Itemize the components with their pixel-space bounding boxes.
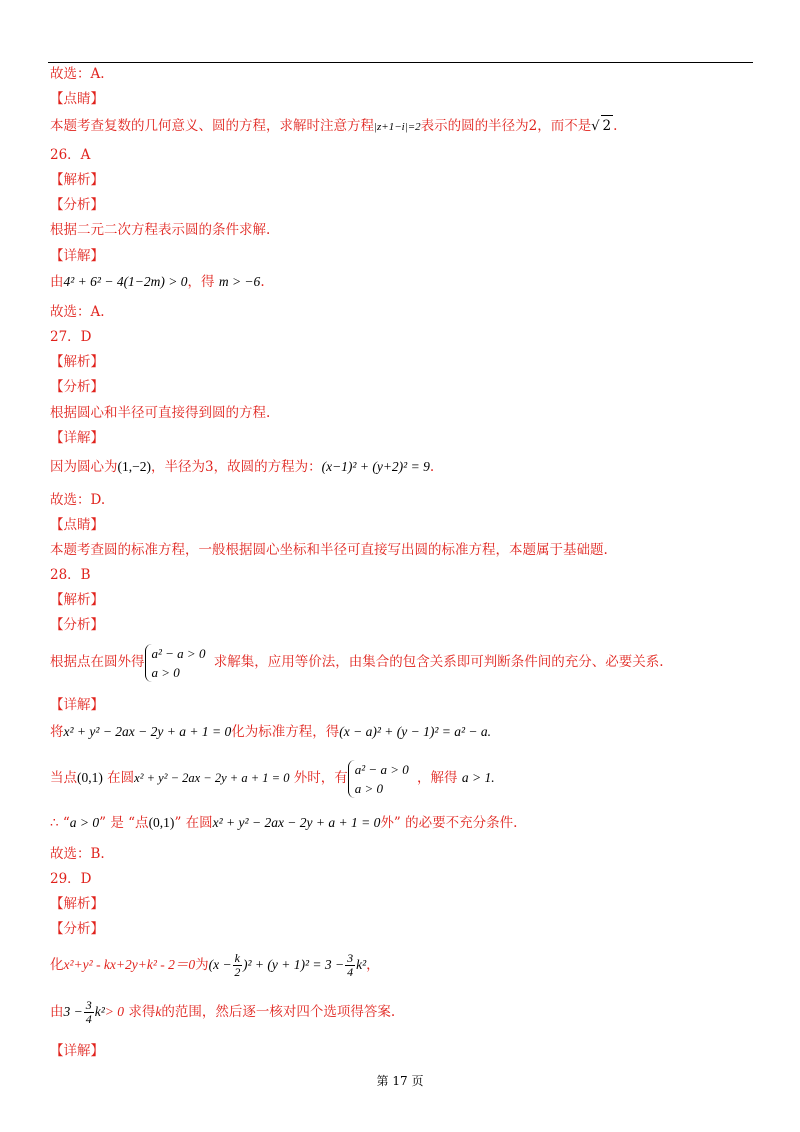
detail-text: 由4² + 6² − 4(1−2m) > 0，得 m > −6. xyxy=(50,274,265,290)
math-expression: x² + y² − 2ax − 2y + a + 1 = 0 xyxy=(134,771,290,785)
comment-text: 本题考查圆的标准方程，一般根据圆心坐标和半径可直接写出圆的标准方程，本题属于基础题. xyxy=(50,542,608,558)
comment-text: 本题考查复数的几何意义、圆的方程，求解时注意方程|z+1−i|=2表示的圆的半径为2，而不是√ 2 . xyxy=(50,115,617,137)
math-fraction: $\frac{3}{4}$ xyxy=(85,998,92,1026)
analysis-text: 化x²+y² - kx+2y+k² - 2＝0为(x − $\frac{k}{2}$ )² + (y + 1)² = 3 − $\frac{3}{4}$ k²， xyxy=(50,951,380,979)
math-expression: (x − a)² + (y − 1)² = a² − a. xyxy=(339,724,492,739)
section-heading: 【点睛】 xyxy=(50,517,104,533)
detail-text: 因为圆心为(1,−2)，半径为3，故圆的方程为：(x−1)² + (y+2)² = 9. xyxy=(50,459,435,475)
math-expression: k² xyxy=(356,957,367,972)
analysis-text: 根据二元二次方程表示圆的条件求解. xyxy=(50,222,271,238)
math-fraction: $\frac{3}{4}$ xyxy=(347,951,354,979)
question-number: 27．D xyxy=(50,329,92,345)
math-fraction: $\frac{k}{2}$ xyxy=(234,951,241,979)
section-heading: 【解析】 xyxy=(50,172,104,188)
detail-text: 当点(0,1) 在圆x² + y² − 2ax − 2y + a + 1 = 0 外时，有a² − a > 0 a > 0 ，解得 a > 1. xyxy=(50,761,495,796)
math-expression: 3 − xyxy=(63,1004,83,1019)
section-heading: 【分析】 xyxy=(50,921,104,937)
analysis-text: 根据点在圆外得a² − a > 0 a > 0 求解集，应用等价法，由集合的包含关系即可判断条件间的充分、必要关系. xyxy=(50,645,664,680)
section-heading: 【详解】 xyxy=(50,248,104,264)
analysis-text: 根据圆心和半径可直接得到圆的方程. xyxy=(50,405,271,421)
question-number: 29．D xyxy=(50,871,92,887)
math-expression: k² xyxy=(94,1004,105,1019)
page-number: 第 17 页 xyxy=(376,1074,424,1088)
section-heading: 【详解】 xyxy=(50,697,104,713)
inequality-system: a² − a > 0 a > 0 xyxy=(145,644,210,682)
section-heading: 【解析】 xyxy=(50,354,104,370)
math-point: (0,1) xyxy=(77,770,103,785)
answer-line: 故选：B. xyxy=(50,846,105,862)
section-heading: 【解析】 xyxy=(50,896,104,912)
math-expression: (x−1)² + (y+2)² = 9 xyxy=(321,459,430,474)
question-number: 28．B xyxy=(50,567,91,583)
math-expression: x²+y² - kx+2y+k² - 2＝0 xyxy=(63,957,196,972)
math-expression: a > 0 xyxy=(69,815,100,830)
math-variable: k xyxy=(155,1004,162,1019)
question-number: 26．A xyxy=(50,147,91,163)
section-heading: 【分析】 xyxy=(50,197,104,213)
section-heading: 【分析】 xyxy=(50,379,104,395)
math-expression: (1,−2) xyxy=(117,459,151,474)
math-expression: a > 1. xyxy=(461,770,495,785)
section-heading: 【详解】 xyxy=(50,1043,104,1059)
inequality-system: a² − a > 0 a > 0 xyxy=(348,760,413,798)
header-rule xyxy=(48,62,753,63)
answer-line: 故选：A. xyxy=(50,304,105,320)
section-heading: 【解析】 xyxy=(50,592,104,608)
math-expression: (x − xyxy=(208,957,232,972)
conclusion-text: ∴ “a > 0” 是 “点(0,1)” 在圆x² + y² − 2ax − 2y + a + 1 = 0外” 的必要不充分条件. xyxy=(50,815,518,831)
answer-line: 故选：D. xyxy=(50,492,106,508)
math-expression: 4² + 6² − 4(1−2m) > 0 xyxy=(63,274,188,289)
section-heading: 【分析】 xyxy=(50,617,104,633)
math-expression: )² + (y + 1)² = 3 − xyxy=(242,957,345,972)
section-heading: 【详解】 xyxy=(50,430,104,446)
math-expression: x² + y² − 2ax − 2y + a + 1 = 0 xyxy=(63,724,232,739)
analysis-text: 由3 − $\frac{3}{4}$ k²> 0 求得k的范围，然后逐一核对四个选项得答案. xyxy=(50,998,396,1026)
answer-line: 故选：A. xyxy=(50,66,105,82)
math-expression: > 0 xyxy=(104,1004,125,1019)
section-heading: 【点睛】 xyxy=(50,91,104,107)
math-sqrt: 2 xyxy=(601,115,614,136)
math-expression: x² + y² − 2ax − 2y + a + 1 = 0 xyxy=(212,815,381,830)
math-point: (0,1) xyxy=(148,815,175,830)
math-expression: |z+1−i|=2 xyxy=(374,121,421,133)
math-expression: m > −6 xyxy=(218,274,261,289)
detail-text: 将x² + y² − 2ax − 2y + a + 1 = 0化为标准方程，得(x − a)² + (y − 1)² = a² − a. xyxy=(50,724,492,740)
